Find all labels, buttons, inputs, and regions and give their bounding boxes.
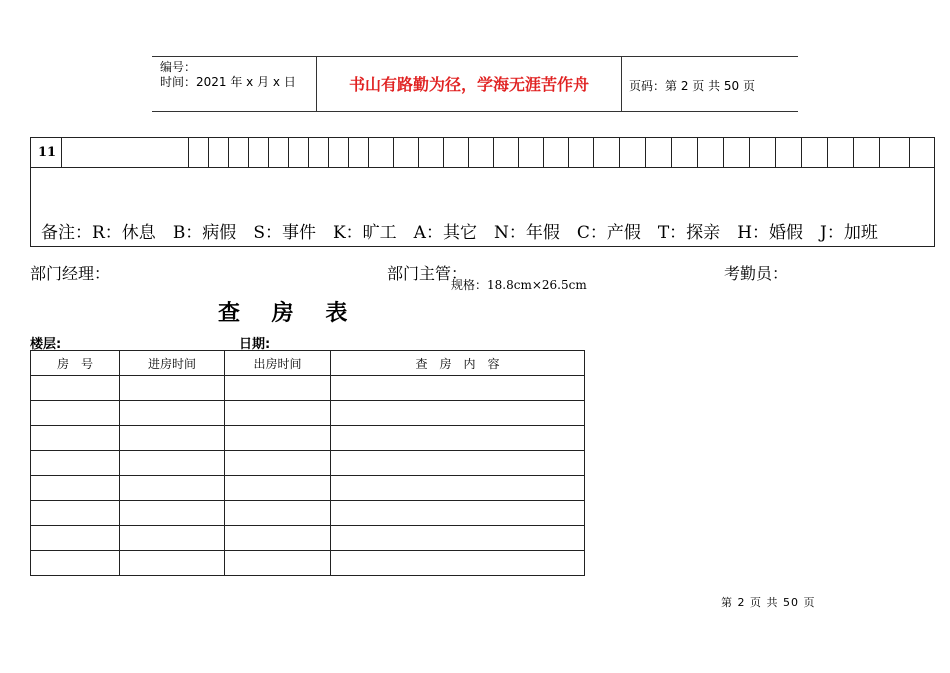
attendance-table [30, 137, 935, 247]
table-cell[interactable] [31, 401, 120, 426]
table-cell[interactable] [31, 426, 120, 451]
legend-item: C：产假 [576, 223, 641, 243]
day-cell-divider [308, 138, 309, 167]
day-cell-divider [568, 138, 569, 167]
table-row [31, 451, 585, 476]
floor-label: 楼层: [30, 337, 62, 352]
day-cell-divider [368, 138, 369, 167]
day-cell-divider [418, 138, 419, 167]
day-cell-divider [775, 138, 776, 167]
header-motto: 书山有路勤为径，学海无涯苦作舟 [348, 75, 589, 94]
table-cell[interactable] [225, 551, 331, 576]
header-separator [621, 56, 622, 111]
legend-item: 备注：R：休息 [41, 223, 156, 243]
legend-item: K：旷工 [332, 223, 397, 243]
legend-item: J：加班 [820, 223, 878, 243]
day-cell-divider [697, 138, 698, 167]
column-header-room: 房 号 [31, 351, 120, 376]
table-row [31, 401, 585, 426]
day-cell-divider [61, 138, 62, 167]
supervisor-signature-label: 部门主管： [387, 264, 468, 283]
day-cell-divider [723, 138, 724, 167]
manager-signature-label: 部门经理： [30, 264, 111, 283]
table-cell[interactable] [331, 401, 585, 426]
day-cell-divider [827, 138, 828, 167]
clerk-signature-label: 考勤员： [724, 264, 789, 283]
legend-item: N：年假 [493, 223, 560, 243]
table-cell[interactable] [31, 451, 120, 476]
attendance-row-divider [31, 167, 934, 168]
table-row [31, 476, 585, 501]
day-cell-divider [518, 138, 519, 167]
date-label: 日期: [239, 337, 271, 352]
table-cell[interactable] [331, 501, 585, 526]
table-cell[interactable] [225, 426, 331, 451]
day-cell-divider [879, 138, 880, 167]
table-cell[interactable] [120, 476, 225, 501]
day-cell-divider [801, 138, 802, 167]
table-row [31, 526, 585, 551]
legend-item: T：探亲 [657, 223, 721, 243]
header-bottom-rule [152, 111, 798, 112]
column-header-check-out: 出房时间 [225, 351, 331, 376]
legend-item: B：病假 [172, 223, 237, 243]
table-cell[interactable] [331, 551, 585, 576]
day-cell-divider [348, 138, 349, 167]
room-check-table [30, 350, 585, 576]
day-cell-divider [645, 138, 646, 167]
table-cell[interactable] [331, 426, 585, 451]
table-header-row [31, 351, 585, 376]
page-footer: 第 2 页 共 50 页 [721, 596, 816, 609]
day-cell-divider [268, 138, 269, 167]
table-row [31, 426, 585, 451]
day-cell-divider [909, 138, 910, 167]
table-row [31, 501, 585, 526]
day-cell-divider [493, 138, 494, 167]
day-cell-divider [208, 138, 209, 167]
day-cell-divider [543, 138, 544, 167]
day-cell-divider [619, 138, 620, 167]
table-cell[interactable] [120, 451, 225, 476]
table-cell[interactable] [331, 376, 585, 401]
table-cell[interactable] [331, 451, 585, 476]
day-cell-divider [671, 138, 672, 167]
table-cell[interactable] [120, 551, 225, 576]
table-cell[interactable] [120, 401, 225, 426]
day-cell-divider [328, 138, 329, 167]
day-cell-divider [468, 138, 469, 167]
day-cell-divider [443, 138, 444, 167]
spec-note: 规格：18.8cm×26.5cm [451, 278, 587, 292]
table-row [31, 551, 585, 576]
table-cell[interactable] [120, 526, 225, 551]
table-cell[interactable] [31, 551, 120, 576]
legend-item: S：事件 [253, 223, 316, 243]
table-cell[interactable] [31, 526, 120, 551]
table-cell[interactable] [31, 476, 120, 501]
table-cell[interactable] [225, 476, 331, 501]
column-header-inspection: 查 房 内 容 [331, 351, 585, 376]
row-number: 11 [38, 145, 57, 160]
table-cell[interactable] [120, 501, 225, 526]
doc-time-label: 时间：2021 年 x 月 x 日 [160, 75, 296, 89]
table-cell[interactable] [120, 376, 225, 401]
table-cell[interactable] [225, 451, 331, 476]
table-cell[interactable] [225, 501, 331, 526]
attendance-legend [41, 218, 878, 243]
legend-item: A：其它 [413, 223, 477, 243]
page-code: 页码：第 2 页 共 50 页 [629, 79, 755, 93]
form-title: 查 房 表 [218, 301, 360, 326]
table-cell[interactable] [120, 426, 225, 451]
table-cell[interactable] [331, 476, 585, 501]
table-cell[interactable] [225, 526, 331, 551]
day-cell-divider [593, 138, 594, 167]
legend-item: H：婚假 [737, 223, 804, 243]
table-row [31, 376, 585, 401]
day-cell-divider [288, 138, 289, 167]
day-cell-divider [393, 138, 394, 167]
table-cell[interactable] [331, 526, 585, 551]
table-cell[interactable] [31, 376, 120, 401]
table-cell[interactable] [225, 401, 331, 426]
day-cell-divider [749, 138, 750, 167]
day-cell-divider [228, 138, 229, 167]
table-cell[interactable] [225, 376, 331, 401]
column-header-check-in: 进房时间 [120, 351, 225, 376]
doc-code-label: 编号： [160, 60, 197, 74]
table-cell[interactable] [31, 501, 120, 526]
day-cell-divider [188, 138, 189, 167]
day-cell-divider [853, 138, 854, 167]
day-cell-divider [248, 138, 249, 167]
